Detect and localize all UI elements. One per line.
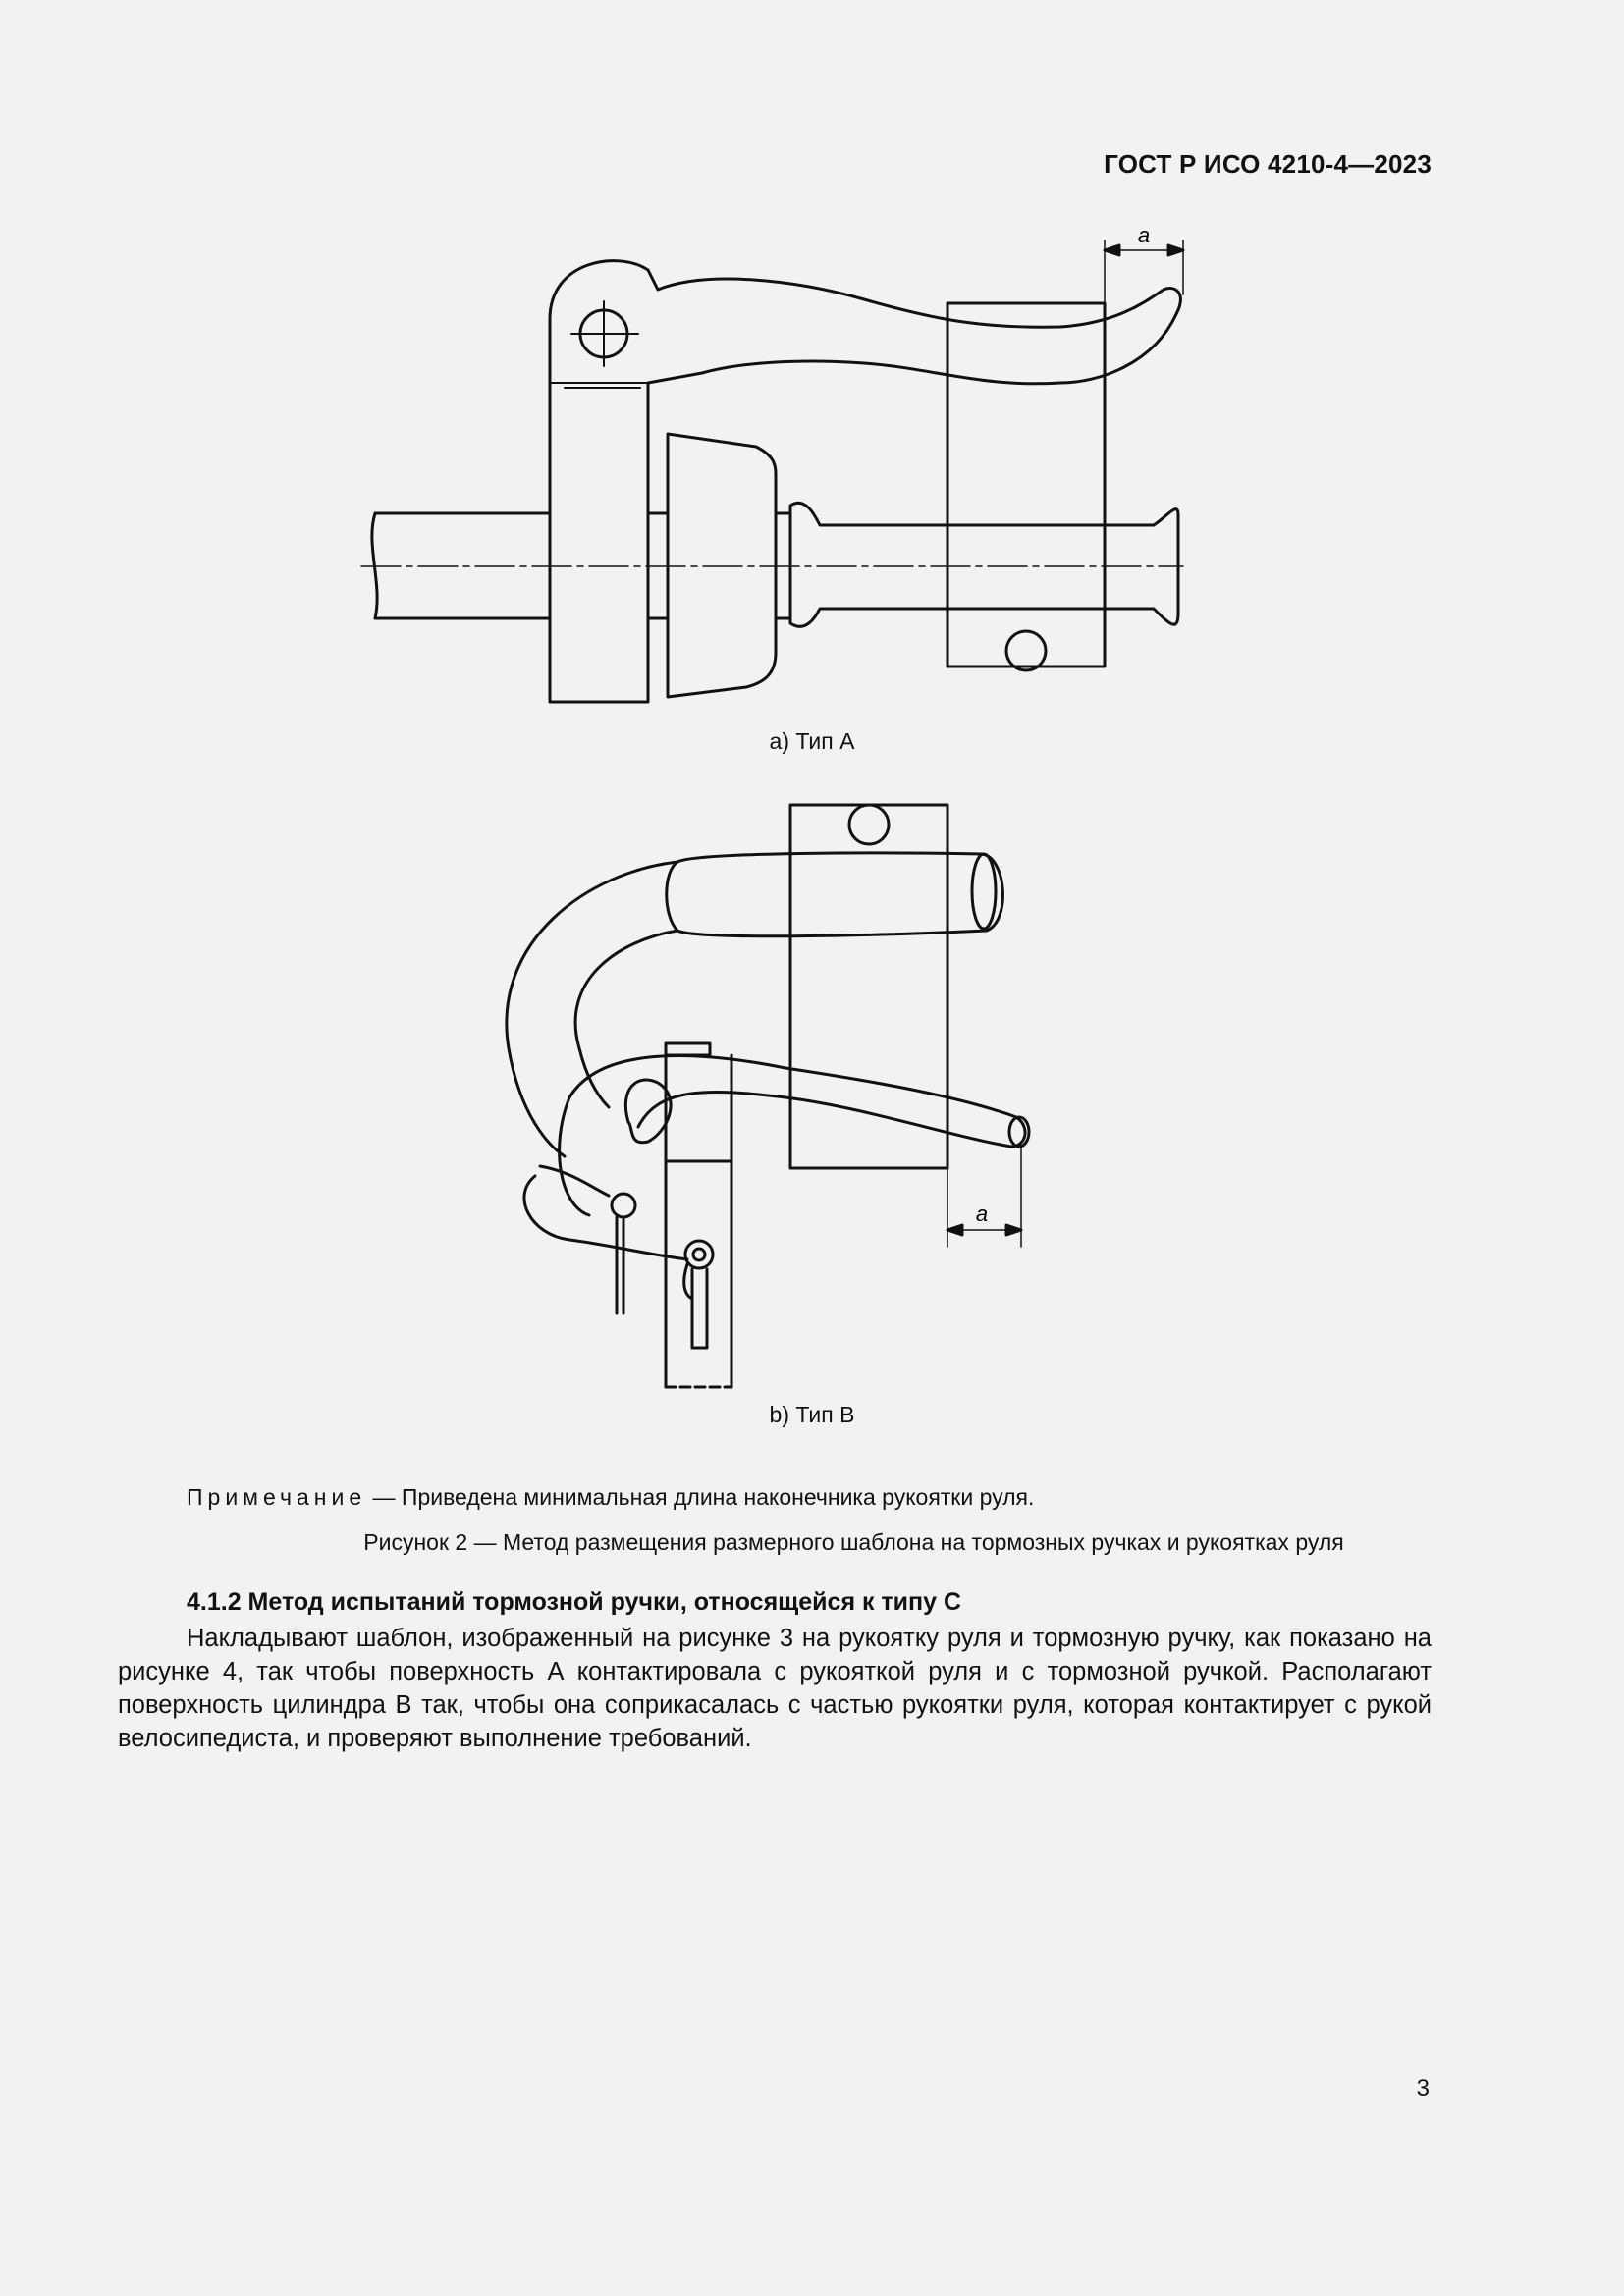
section-heading: 4.1.2 Метод испытаний тормозной ручки, относящейся к типу С bbox=[187, 1588, 962, 1616]
dimension-label-b: a bbox=[975, 1201, 989, 1226]
document-header: ГОСТ Р ИСО 4210-4—2023 bbox=[1104, 149, 1432, 179]
note-label: Примечание bbox=[187, 1484, 367, 1510]
figure-caption: Рисунок 2 — Метод размещения размерного шаблона на тормозных ручках и рукоятках руля bbox=[363, 1529, 1344, 1555]
dimension-label-a: a bbox=[1137, 223, 1151, 247]
page-number: 3 bbox=[1416, 2075, 1430, 2102]
figure-type-a bbox=[353, 221, 1198, 721]
note-text: — Приведена минимальная длина наконечника рукоятки руля. bbox=[366, 1484, 1035, 1510]
figure-note bbox=[187, 1484, 1034, 1511]
section-body: Накладывают шаблон, изображенный на рисунке 3 на рукоятку руля и тормозную ручку, как показано на рисунке 4, так чтобы поверхность А контактировала с рукояткой руля и с тормозной ручкой. Располагают поверхность цилиндра В так, чтобы она соприкасалась с частью рукоятки руля, которая контактирует с рукой велосипедиста, и проверяют выполнение требований. bbox=[118, 1625, 1432, 1752]
caption-type-b: b) Тип В bbox=[769, 1402, 855, 1427]
figure-type-b bbox=[471, 793, 1060, 1402]
caption-type-a: a) Тип А bbox=[769, 728, 855, 754]
